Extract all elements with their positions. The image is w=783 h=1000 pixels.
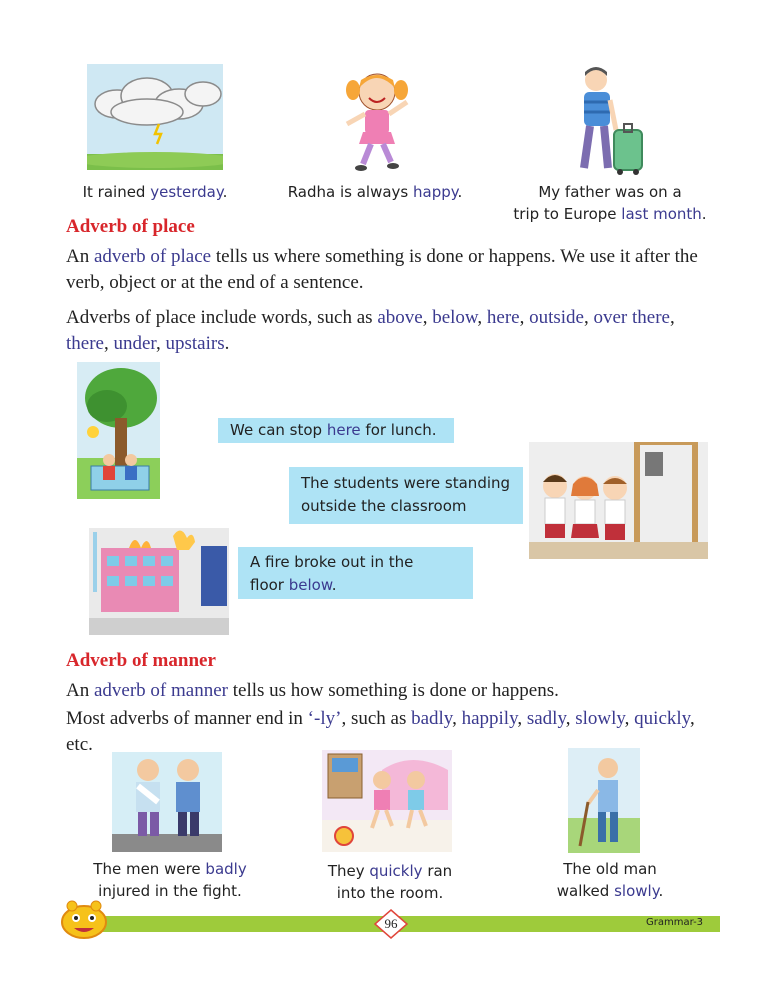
page-number-badge	[374, 909, 408, 939]
heading-adverb-of-place: Adverb of place	[66, 216, 195, 237]
manner-examples: Most adverbs of manner end in ‘-ly’, such as badly, happily, sadly, slowly, quickly, etc.	[66, 708, 695, 755]
example-box-here: We can stop here for lunch.	[218, 418, 454, 443]
radha-girl-illustration	[337, 64, 417, 178]
manner-definition: An adverb of manner tells us how something is done or happens.	[66, 680, 559, 701]
example-box-below: A fire broke out in the floor below.	[238, 547, 473, 599]
page-number: 96	[384, 916, 398, 931]
injured-men-illustration	[112, 752, 222, 852]
place-examples: Adverbs of place include words, such as above, below, here, outside, over there, there, under, upstairs.	[66, 307, 675, 354]
picnic-tree-illustration	[77, 362, 160, 499]
building-fire-illustration	[89, 528, 229, 635]
kids-running-illustration	[322, 750, 452, 852]
caption-quickly: They quickly ran into the room.	[327, 862, 453, 902]
caption-radha: Radha is always happy.	[287, 183, 463, 201]
caption-badly: The men were badly injured in the fight.	[93, 860, 247, 900]
caption-rained: It rained yesterday.	[82, 183, 228, 201]
old-man-walking-illustration	[568, 748, 640, 853]
caption-father: My father was on a trip to Europe last month.	[513, 183, 707, 223]
rain-cloud-illustration	[87, 64, 223, 170]
caption-slowly: The old man walked slowly.	[556, 860, 664, 900]
mascot-icon	[58, 898, 110, 940]
example-box-outside: The students were standing outside the classroom	[289, 467, 523, 524]
heading-adverb-of-manner: Adverb of manner	[66, 650, 216, 671]
place-definition: An adverb of place tells us where something is done or happens. We use it after the verb, object or at the end of a sentence.	[66, 246, 698, 293]
father-suitcase-illustration	[572, 64, 648, 180]
classroom-students-illustration	[529, 442, 708, 559]
book-title: Grammar-3	[646, 917, 704, 928]
